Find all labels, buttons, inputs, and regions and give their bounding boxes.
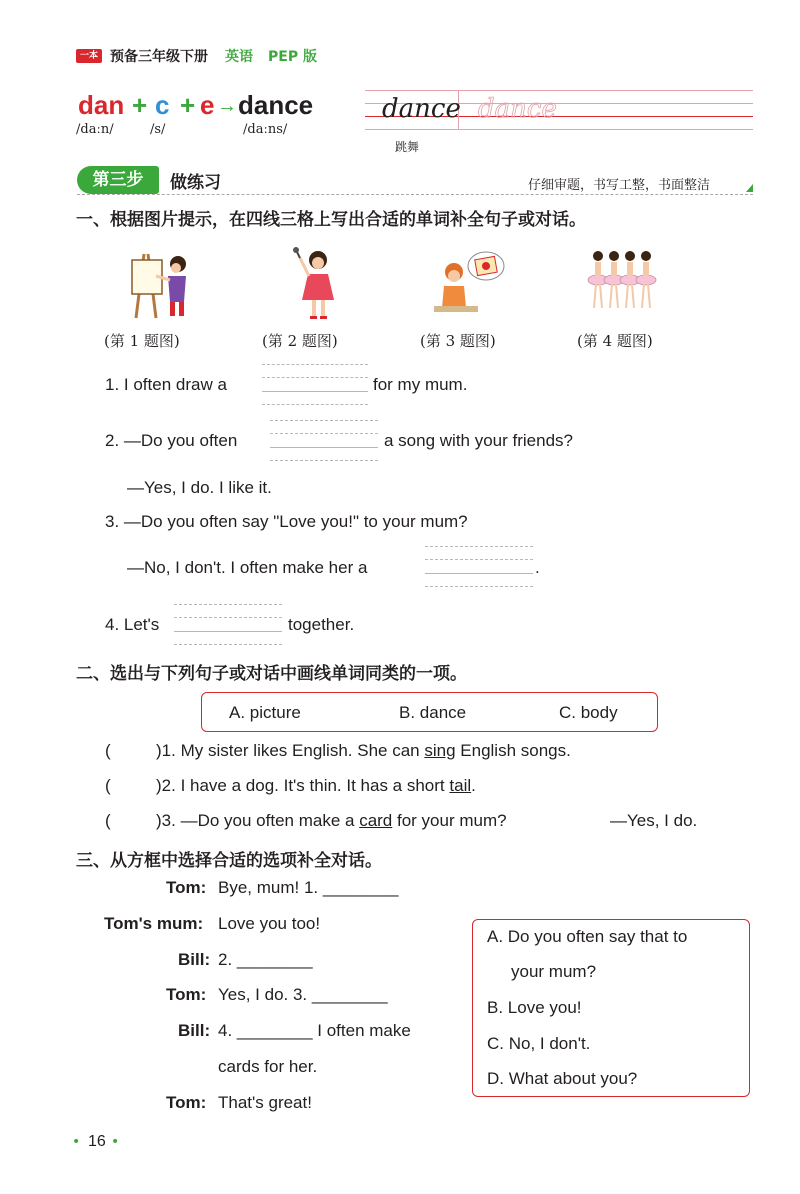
dialog-line-5: 4. ________ I often make	[218, 1021, 411, 1040]
dialog-line-4: Yes, I do. 3. ________	[218, 985, 388, 1004]
phonics-part-dan: dan	[78, 90, 125, 120]
s2-item-3: )3. —Do you often make a card for your mum?	[156, 811, 507, 830]
dialog-line-6: cards for her.	[218, 1057, 318, 1076]
book-logo: 一本	[76, 49, 102, 63]
underlined-word: sing	[424, 741, 456, 760]
q2-text-b: a song with your friends?	[384, 431, 573, 450]
picture-drawing-icon	[126, 246, 206, 321]
phonics-plus-2: +	[180, 90, 196, 120]
corner-triangle-icon	[746, 184, 753, 192]
q4-text-b: together.	[288, 615, 355, 634]
q2-reply: —Yes, I do. I like it.	[127, 478, 272, 497]
step-badge: 第三步	[77, 166, 159, 194]
underlined-word: card	[359, 811, 393, 830]
dialog-line-3: 2. ________	[218, 950, 313, 969]
trace-word: dance	[478, 94, 557, 124]
option-c: C. body	[559, 703, 618, 722]
s2-item-3-reply: —Yes, I do.	[610, 811, 698, 830]
q2-text-a: 2. —Do you often	[105, 431, 238, 450]
dialog-line-2: Love you too!	[218, 914, 321, 933]
chinese-gloss: 跳舞	[395, 140, 420, 154]
section1-title: 一、根据图片提示，在四线三格上写出合适的单词补全句子或对话。	[76, 210, 586, 230]
q2-answer-lines[interactable]	[270, 420, 378, 460]
underlined-word: tail	[449, 776, 472, 795]
choice-b: B. Love you!	[487, 998, 582, 1017]
choice-a-cont: your mum?	[511, 962, 597, 981]
q4-text-a: 4. Let's	[105, 615, 160, 634]
caption-3: (第 3 题图)	[420, 332, 496, 350]
phonics-part-e: e	[200, 90, 215, 120]
q3-reply-b: .	[535, 558, 540, 577]
dialog-line-7: That's great!	[218, 1093, 312, 1112]
choice-a: A. Do you often say that to	[487, 927, 688, 946]
step-note: 仔细审题，书写工整，书面整洁	[528, 178, 711, 193]
s2-item-2: )2. I have a dog. It's thin. It has a short tail.	[156, 776, 476, 795]
book-edition: PEP 版	[268, 49, 317, 65]
caption-2: (第 2 题图)	[262, 332, 338, 350]
speaker-bill: Bill:	[178, 1021, 211, 1040]
q3-text: 3. —Do you often say "Love you!" to your mum?	[105, 512, 468, 531]
picture-dance-icon	[584, 246, 664, 321]
phonics-arrow-icon: →	[217, 95, 237, 117]
footer-dot-left: •	[72, 1134, 81, 1150]
speaker-tom: Tom:	[166, 878, 207, 897]
q4-answer-lines[interactable]	[174, 604, 282, 644]
q3-answer-lines[interactable]	[425, 546, 533, 586]
speaker-toms-mum: Tom's mum:	[104, 914, 204, 933]
option-a: A. picture	[229, 703, 301, 722]
step-divider	[77, 194, 753, 195]
ipa-dan: /daːn/	[76, 122, 114, 137]
book-subject: 英语	[225, 49, 253, 65]
option-b: B. dance	[399, 703, 467, 722]
caption-4: (第 4 题图)	[577, 332, 653, 350]
section3-title: 三、从方框中选择合适的选项补全对话。	[76, 851, 382, 871]
answer-paren-1[interactable]: (	[105, 741, 111, 760]
phonics-plus-1: +	[132, 90, 148, 120]
s2-item-1: )1. My sister likes English. She can sing English songs.	[156, 741, 571, 760]
speaker-tom: Tom:	[166, 985, 207, 1004]
caption-1: (第 1 题图)	[104, 332, 180, 350]
q1-text-b: for my mum.	[373, 375, 468, 394]
step-title: 做练习	[170, 173, 221, 193]
phonics-word: dance	[238, 90, 314, 120]
handwritten-word: dance	[382, 94, 461, 124]
answer-paren-3[interactable]: (	[105, 811, 111, 830]
picture-singing-icon	[278, 246, 358, 321]
q3-reply-a: —No, I don't. I often make her a	[127, 558, 368, 577]
dialog-line-1: Bye, mum! 1. ________	[218, 878, 399, 897]
section2-title: 二、选出与下列句子或对话中画线单词同类的一项。	[76, 664, 467, 684]
q1-answer-lines[interactable]	[262, 364, 368, 404]
ipa-dance: /daːns/	[243, 122, 288, 137]
choice-d: D. What about you?	[487, 1069, 638, 1088]
footer-dot-right: •	[111, 1134, 120, 1150]
speaker-bill: Bill:	[178, 950, 211, 969]
answer-paren-2[interactable]: (	[105, 776, 111, 795]
speaker-tom: Tom:	[166, 1093, 207, 1112]
ipa-c: /s/	[150, 122, 166, 137]
choice-c: C. No, I don't.	[487, 1034, 591, 1053]
phonics-part-c: c	[155, 90, 170, 120]
page-number: 16	[88, 1133, 106, 1150]
picture-card-icon	[430, 246, 510, 321]
book-title: 预备三年级下册	[110, 49, 208, 65]
q1-text-a: 1. I often draw a	[105, 375, 227, 394]
